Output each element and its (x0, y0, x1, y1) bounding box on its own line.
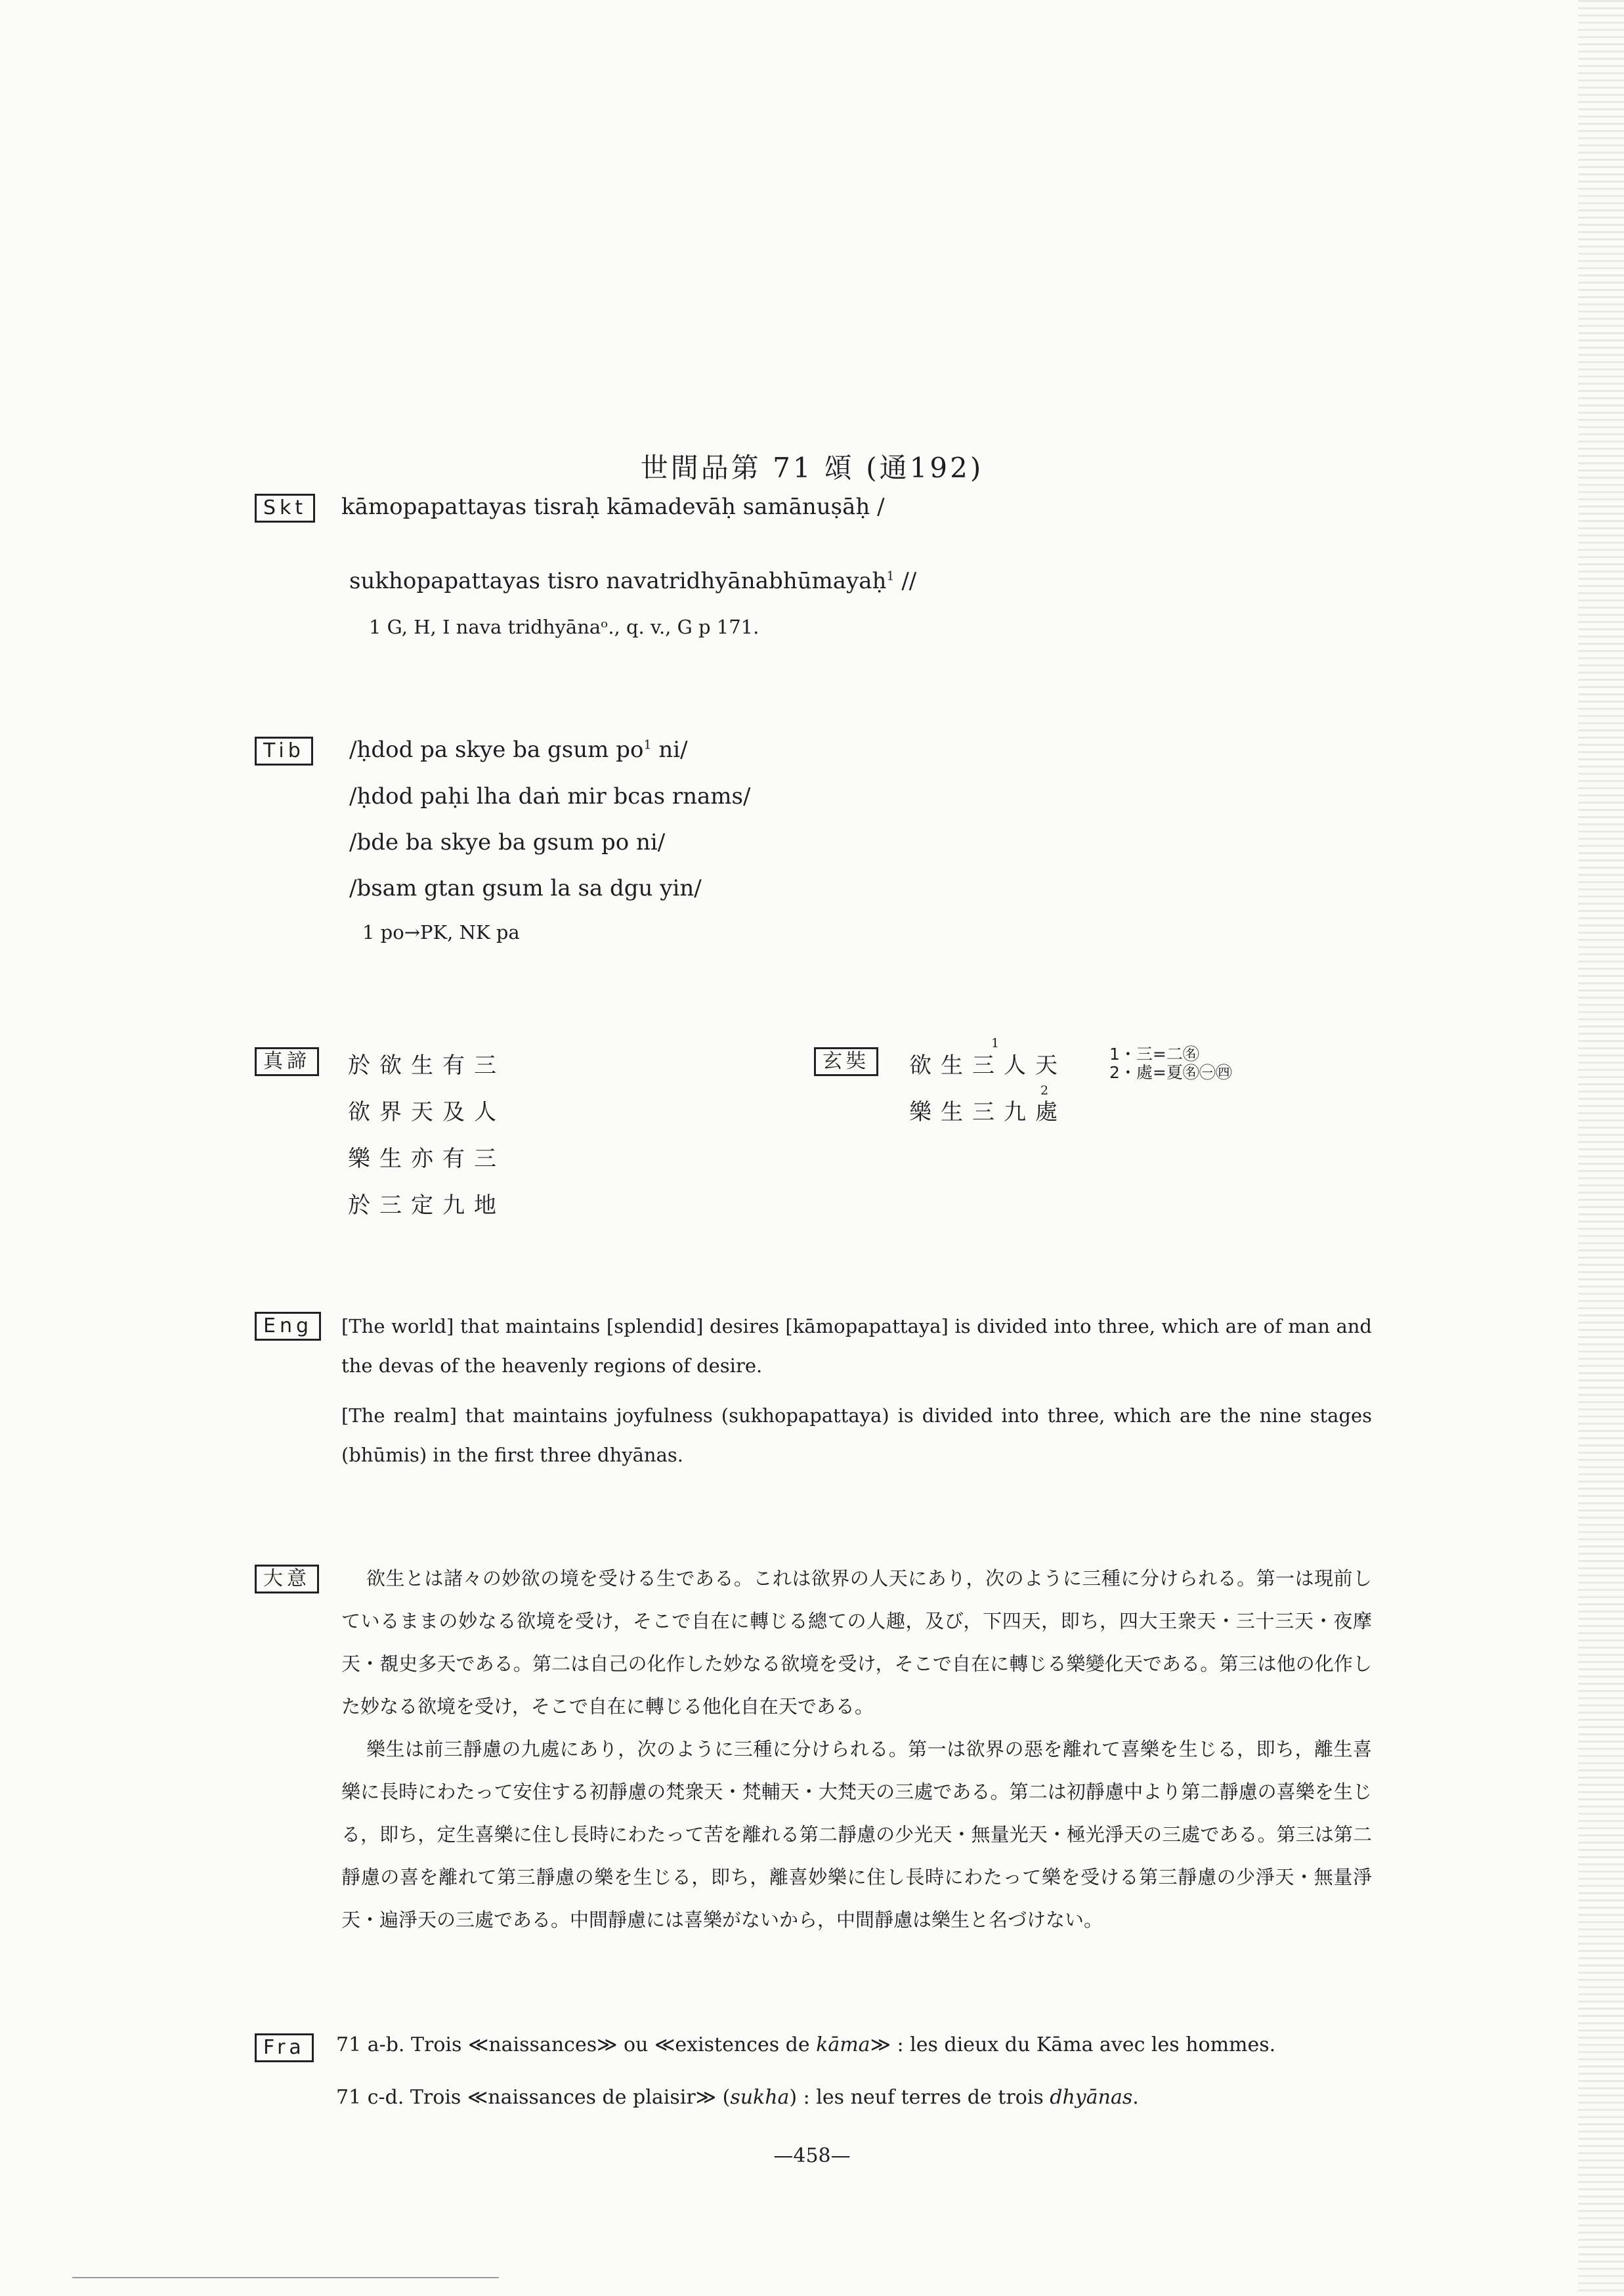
eng-paragraph-1: [The world] that maintains [splendid] desires [kāmopapattaya] is divided into three, which are of man and the devas of the heavenly regions of desire. (341, 1315, 1372, 1377)
fra-line-2-sukha: sukha (730, 2086, 790, 2109)
taii-paragraph-2: 樂生は前三靜慮の九處にあり，次のように三種に分けられる。第一は欲界の惡を離れて喜樂を生じる，即ち，離生喜樂に長時にわたって安住する初靜慮の梵衆天・梵輔天・大梵天の三處である。第二は初靜慮中より第二靜慮の喜樂を生じる，即ち，定生喜樂に住し長時にわたって苦を離れる第二靜慮の少光天・無量光天・極光淨天の三處である。第三は第二靜慮の喜を離れて第三靜慮の樂を生じる，即ち，離喜妙樂に住し長時にわたって樂を受ける第三靜慮の少淨天・無量淨天・遍淨天の三處である。中間靜慮には喜樂がないから，中間靜慮は樂生と名づけない。 (341, 1738, 1372, 1931)
tib-line-1-end: ni/ (651, 737, 688, 763)
label-fra: Fra (255, 2033, 314, 2062)
xuanzang-line-1: 欲生三人天 (909, 1052, 1067, 1079)
label-shindi: 真諦 (255, 1047, 319, 1076)
fra-line-1 (336, 2033, 1275, 2056)
fra-line-1-kama: kāma (816, 2033, 870, 2056)
xuanzang-notes (1109, 1045, 1232, 1082)
shindi-line-4: 於三定九地 (348, 1192, 505, 1219)
fra-line-1-a: 71 a-b. Trois ≪naissances≫ ou ≪existences de (336, 2033, 817, 2056)
fra-line-2-b: ) : les neuf terres de trois (789, 2086, 1050, 2109)
eng-paragraph-2: [The realm] that maintains joyfulness (sukhopapattaya) is divided into three, which are the nine stages (bhūmis) in the first three dhyānas. (341, 1404, 1372, 1466)
tib-line-2: /ḥdod paḥi lha daṅ mir bcas rnams/ (349, 783, 751, 810)
tib-line-4: /bsam gtan gsum la sa dgu yin/ (349, 875, 702, 901)
page-number: —458— (773, 2144, 851, 2167)
shindi-line-1: 於欲生有三 (348, 1052, 505, 1079)
page-title: 世間品第 71 頌 (通192) (640, 452, 984, 484)
tib-line-1-text: /ḥdod pa skye ba gsum po (349, 737, 644, 763)
xuanzang-marker-2: 2 (1040, 1083, 1049, 1098)
tib-footnote-marker: 1 (643, 737, 652, 752)
skt-line-2-text: sukhopapattayas tisro navatridhyānabhūmayaḥ (349, 568, 887, 594)
tib-line-1 (349, 737, 688, 763)
skt-line-2-end: // (894, 568, 917, 594)
label-skt: Skt (255, 494, 315, 523)
skt-footnote-marker: 1 (886, 569, 895, 584)
fra-line-2 (336, 2086, 1139, 2109)
fra-line-1-b: ≫ : les dieux du Kāma avec les hommes. (870, 2033, 1276, 2056)
tib-footnote: 1 po→PK, NK pa (362, 921, 520, 943)
skt-footnote: 1 G, H, I nava tridhyānaᵒ., q. v., G p 171. (369, 616, 759, 638)
xuanzang-line-2: 樂生三九處 (909, 1099, 1067, 1125)
fra-line-2-c: . (1132, 2086, 1139, 2109)
label-taii: 大意 (255, 1565, 319, 1593)
label-eng: Eng (255, 1312, 321, 1341)
label-xuanzang: 玄奘 (814, 1047, 878, 1076)
scan-edge-noise (1578, 0, 1624, 2296)
xuanzang-note-2: 2・處=夏㊔㊀㊃ (1109, 1063, 1232, 1082)
skt-line-2 (349, 568, 916, 594)
taii-paragraph-1: 欲生とは諸々の妙欲の境を受ける生である。これは欲界の人天にあり，次のように三種に分けられる。第一は現前しているままの妙なる欲境を受け，そこで自在に轉じる總ての人趣，及び，下四天，即ち，四大王衆天・三十三天・夜摩天・覩史多天である。第二は自己の化作した妙なる欲境を受け，そこで自在に轉じる樂變化天である。第三は他の化作した妙なる欲境を受け，そこで自在に轉じる他化自在天である。 (341, 1567, 1372, 1718)
shindi-line-2: 欲界天及人 (348, 1099, 505, 1125)
tib-line-3: /bde ba skye ba gsum po ni/ (349, 829, 666, 856)
label-tib: Tib (255, 737, 313, 766)
skt-line-1: kāmopapattayas tisraḥ kāmadevāḥ samānuṣāḥ / (341, 494, 885, 520)
fra-line-2-dhyana: dhyānas (1050, 2086, 1133, 2109)
xuanzang-note-1: 1・三=二㊔ (1109, 1045, 1199, 1064)
xuanzang-marker-1: 1 (991, 1036, 1000, 1051)
shindi-line-3: 樂生亦有三 (348, 1146, 505, 1172)
fra-line-2-a: 71 c-d. Trois ≪naissances de plaisir≫ ( (336, 2086, 731, 2109)
scan-bottom-line (72, 2277, 499, 2278)
